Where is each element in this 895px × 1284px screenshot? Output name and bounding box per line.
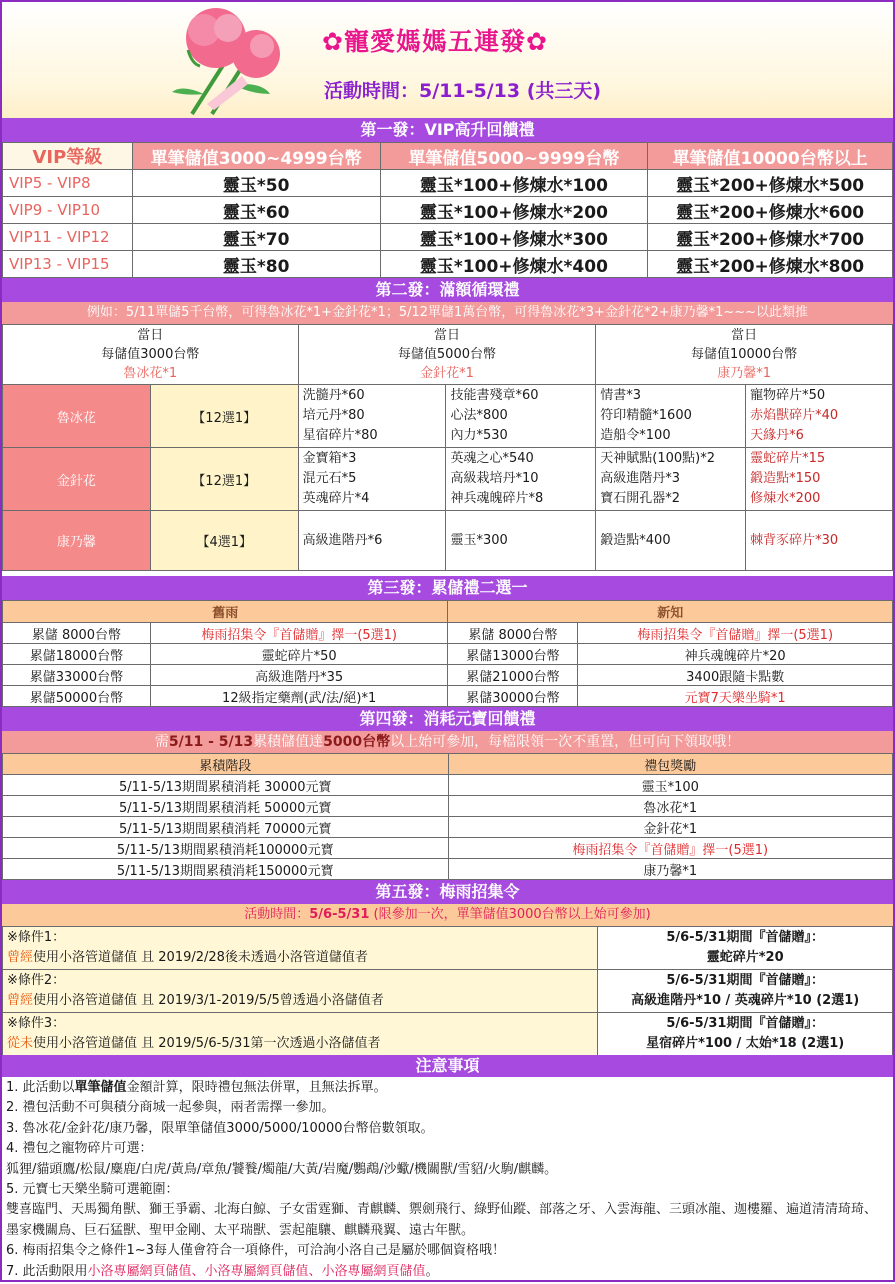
consume-table [2, 753, 893, 880]
table-header-row [3, 601, 893, 623]
condition-day: 當日 [137, 328, 164, 343]
section-5-time: 活動時間：5/6-5/31 (限參加一次，單筆儲值3000台幣以上始可參加) [2, 904, 893, 926]
note-item: 狐狸/貓頭鷹/松鼠/麋鹿/白虎/黃鳥/章魚/饕餮/燭龍/大黃/岩魔/鸚鵡/沙蠍/機關獸/雪貂/火駒/麒麟。 [6, 1161, 558, 1177]
section-4-bar: 第四發：消耗元寶回饋禮 [2, 707, 893, 731]
cycle-table [2, 324, 893, 571]
vip-table [2, 142, 893, 278]
section-2-example: 例如：5/11單儲5千台幣，可得魯冰花*1+金針花*1；5/12單儲1萬台幣，可得魯冰花*3+金針花*2+康乃馨*1~~~以此類推 [2, 302, 893, 324]
condition-desc: ※條件1： 曾經使用小洛管道儲值 且 2019/2/28後未透過小洛管道儲值者 [3, 927, 598, 970]
reward-items: 技能書殘章*60 心法*800 內力*530 [446, 385, 596, 448]
table-row [3, 1013, 893, 1056]
condition-desc: ※條件3： 從未使用小洛管道儲值 且 2019/5/6-5/31第一次透過小洛儲值者 [3, 1013, 598, 1056]
reward-pick: 【12選1】 [150, 385, 298, 448]
table-cell: 靈蛇碎片*50 [150, 644, 448, 665]
condition-cell [596, 325, 893, 385]
section-2-bar: 第二發：滿額循環禮 [2, 278, 893, 302]
table-row [3, 197, 893, 224]
reward-row [3, 448, 893, 511]
header-banner [2, 2, 893, 118]
table-row [3, 623, 893, 644]
table-cell: 靈玉*50 [132, 170, 380, 197]
page-title: ✿寵愛媽媽五連發✿ [322, 27, 548, 56]
condition-reward: 5/6-5/31期間『首儲贈』： 高級進階丹*10 / 英魂碎片*10 (2選1) [598, 970, 893, 1013]
reward-items: 金寶箱*3 混元石*5 英魂碎片*4 [298, 448, 446, 511]
condition-reward: 金針花*1 [420, 366, 474, 381]
table-row [3, 817, 893, 838]
note-item: 1. 此活動以單筆儲值金額計算，限時禮包無法併單，且無法拆單。 [6, 1080, 387, 1095]
note-item: 雙喜臨門、天馬獨角獸、獅王爭霸、北海白鯨、子女雷霆獅、青麒麟、禦劍飛行、綠野仙蹤、部落之牙、入雲海龍、三頭冰龍、迦樓羅、遍道清清琦琦、墨家機關鳥、巨石猛獸、聖甲金剛、太平瑞獸、雲起龍驤、麒麟飛翼、遠古年獸。 [6, 1202, 878, 1238]
condition-row [3, 325, 893, 385]
table-cell: 靈玉*100+修煉水*200 [380, 197, 648, 224]
carnation-flower-icon [152, 4, 292, 116]
condition-amount: 每儲值10000台幣 [690, 347, 798, 362]
table-header-row [3, 143, 893, 170]
table-cell: 梅雨招集令『首儲贈』擇一(5選1) [448, 838, 893, 859]
table-cell: 康乃馨*1 [448, 859, 893, 880]
note-item: 4. 禮包之寵物碎片可選： [6, 1141, 153, 1157]
note-item: 3. 魯冰花/金針花/康乃馨，限單筆儲值3000/5000/10000台幣倍數領取。 [6, 1120, 434, 1136]
reward-items: 靈玉*300 [446, 511, 596, 571]
table-cell: 靈玉*100+修煉水*400 [380, 251, 648, 278]
table-cell: 累儲50000台幣 [3, 686, 151, 707]
note-item: 2. 禮包活動不可與積分商城一起參與，兩者需擇一參加。 [6, 1100, 335, 1116]
table-cell: 魯冰花*1 [448, 796, 893, 817]
section-5-bar: 第五發：梅雨招集令 [2, 880, 893, 904]
condition-reward: 5/6-5/31期間『首儲贈』： 靈蛇碎片*20 [598, 927, 893, 970]
condition-cell [298, 325, 596, 385]
table-cell: 5/11-5/13期間累積消耗150000元寶 [3, 859, 449, 880]
table-cell: 5/11-5/13期間累積消耗 50000元寶 [3, 796, 449, 817]
table-row [3, 251, 893, 278]
reward-items: 寵物碎片*50 赤焰獸碎片*40 天緣丹*6 [746, 385, 893, 448]
section-1-bar: 第一發：VIP高升回饋禮 [2, 118, 893, 142]
table-cell: 金針花*1 [448, 817, 893, 838]
table-row [3, 838, 893, 859]
table-cell: 累儲18000台幣 [3, 644, 151, 665]
vip-level: VIP13 - VIP15 [3, 251, 133, 278]
notes-bar: 注意事項 [2, 1055, 893, 1077]
vip-level: VIP5 - VIP8 [3, 170, 133, 197]
reward-pick: 【4選1】 [150, 511, 298, 571]
table-row [3, 665, 893, 686]
table-cell: 靈玉*200+修煉水*500 [648, 170, 893, 197]
table-cell: 5/11-5/13期間累積消耗100000元寶 [3, 838, 449, 859]
table-cell: 元寶7天樂坐騎*1 [578, 686, 893, 707]
table-cell: 累儲30000台幣 [448, 686, 578, 707]
table-cell: 12級指定藥劑(武/法/絕)*1 [150, 686, 448, 707]
condition-amount: 每儲值5000台幣 [397, 347, 496, 362]
section-4-note: 需5/11 - 5/13累積儲值達5000台幣以上始可參加，每檔限領一次不重置，但可向下領取哦！ [2, 731, 893, 753]
vip-level: VIP9 - VIP10 [3, 197, 133, 224]
table-header-row [3, 754, 893, 775]
event-time: 活動時間：5/11-5/13 (共三天) [324, 80, 602, 102]
table-header: 單筆儲值5000~9999台幣 [380, 143, 648, 170]
table-cell: 累儲33000台幣 [3, 665, 151, 686]
reward-items: 靈蛇碎片*15 鍛造點*150 修煉水*200 [746, 448, 893, 511]
reward-items: 高級進階丹*6 [298, 511, 446, 571]
condition-cell [3, 325, 299, 385]
table-cell: 靈玉*80 [132, 251, 380, 278]
table-cell: 神兵魂魄碎片*20 [578, 644, 893, 665]
table-row [3, 796, 893, 817]
table-header: VIP等級 [3, 143, 133, 170]
reward-label: 康乃馨 [3, 511, 151, 571]
table-cell: 靈玉*100 [448, 775, 893, 796]
reward-row [3, 511, 893, 571]
table-row [3, 859, 893, 880]
table-cell: 累儲13000台幣 [448, 644, 578, 665]
table-cell: 靈玉*60 [132, 197, 380, 224]
table-cell: 3400跟隨卡點數 [578, 665, 893, 686]
notes-list [2, 1076, 893, 1284]
table-cell: 累儲 8000台幣 [448, 623, 578, 644]
reward-row [3, 385, 893, 448]
table-cell: 梅雨招集令『首儲贈』擇一(5選1) [578, 623, 893, 644]
table-cell: 靈玉*200+修煉水*800 [648, 251, 893, 278]
reward-items: 鍛造點*400 [596, 511, 746, 571]
table-header: 累積階段 [3, 754, 449, 775]
vip-level: VIP11 - VIP12 [3, 224, 133, 251]
reward-items: 棘背豕碎片*30 [746, 511, 893, 571]
condition-table [2, 926, 893, 1056]
table-header: 單筆儲值10000台幣以上 [648, 143, 893, 170]
cumulative-table [2, 600, 893, 707]
table-header: 禮包獎勵 [448, 754, 893, 775]
table-cell: 靈玉*100+修煉水*300 [380, 224, 648, 251]
note-item: 7. 此活動限用小洛專屬網頁儲值、小洛專屬網頁儲值、小洛專屬網頁儲值。 [6, 1263, 439, 1279]
table-cell: 靈玉*200+修煉水*700 [648, 224, 893, 251]
table-cell: 5/11-5/13期間累積消耗 30000元寶 [3, 775, 449, 796]
table-cell: 靈玉*70 [132, 224, 380, 251]
reward-items: 天神賦點(100點)*2 高級進階丹*3 寶石開孔器*2 [596, 448, 746, 511]
table-header: 舊雨 [3, 601, 448, 623]
reward-label: 魯冰花 [3, 385, 151, 448]
table-row [3, 170, 893, 197]
condition-day: 當日 [731, 328, 758, 343]
condition-reward: 康乃馨*1 [717, 366, 772, 381]
table-row [3, 775, 893, 796]
reward-label: 金針花 [3, 448, 151, 511]
reward-items: 英魂之心*540 高級栽培丹*10 神兵魂魄碎片*8 [446, 448, 596, 511]
table-cell: 累儲 8000台幣 [3, 623, 151, 644]
condition-reward: 魯冰花*1 [123, 366, 178, 381]
reward-pick: 【12選1】 [150, 448, 298, 511]
table-header: 新知 [448, 601, 893, 623]
condition-day: 當日 [433, 328, 460, 343]
note-item: 6. 梅雨招集令之條件1~3每人僅會符合一項條件，可洽詢小洛自己是屬於哪個資格哦！ [6, 1243, 505, 1259]
table-row [3, 686, 893, 707]
table-row [3, 927, 893, 970]
table-cell: 累儲21000台幣 [448, 665, 578, 686]
table-cell: 5/11-5/13期間累積消耗 70000元寶 [3, 817, 449, 838]
reward-items: 洗髓丹*60 培元丹*80 星宿碎片*80 [298, 385, 446, 448]
note-item: 5. 元寶七天樂坐騎可選範圍： [6, 1182, 179, 1198]
section-3-bar: 第三發：累儲禮二選一 [2, 576, 893, 600]
reward-items: 情書*3 符印精髓*1600 造船令*100 [596, 385, 746, 448]
table-header: 單筆儲值3000~4999台幣 [132, 143, 380, 170]
condition-desc: ※條件2： 曾經使用小洛管道儲值 且 2019/3/1-2019/5/5曾透過小洛儲值者 [3, 970, 598, 1013]
table-cell: 靈玉*200+修煉水*600 [648, 197, 893, 224]
table-row [3, 224, 893, 251]
condition-amount: 每儲值3000台幣 [101, 347, 200, 362]
table-cell: 靈玉*100+修煉水*100 [380, 170, 648, 197]
table-row [3, 970, 893, 1013]
table-cell: 高級進階丹*35 [150, 665, 448, 686]
table-cell: 梅雨招集令『首儲贈』擇一(5選1) [150, 623, 448, 644]
table-row [3, 644, 893, 665]
condition-reward: 5/6-5/31期間『首儲贈』： 星宿碎片*100 / 太始*18 (2選1) [598, 1013, 893, 1056]
